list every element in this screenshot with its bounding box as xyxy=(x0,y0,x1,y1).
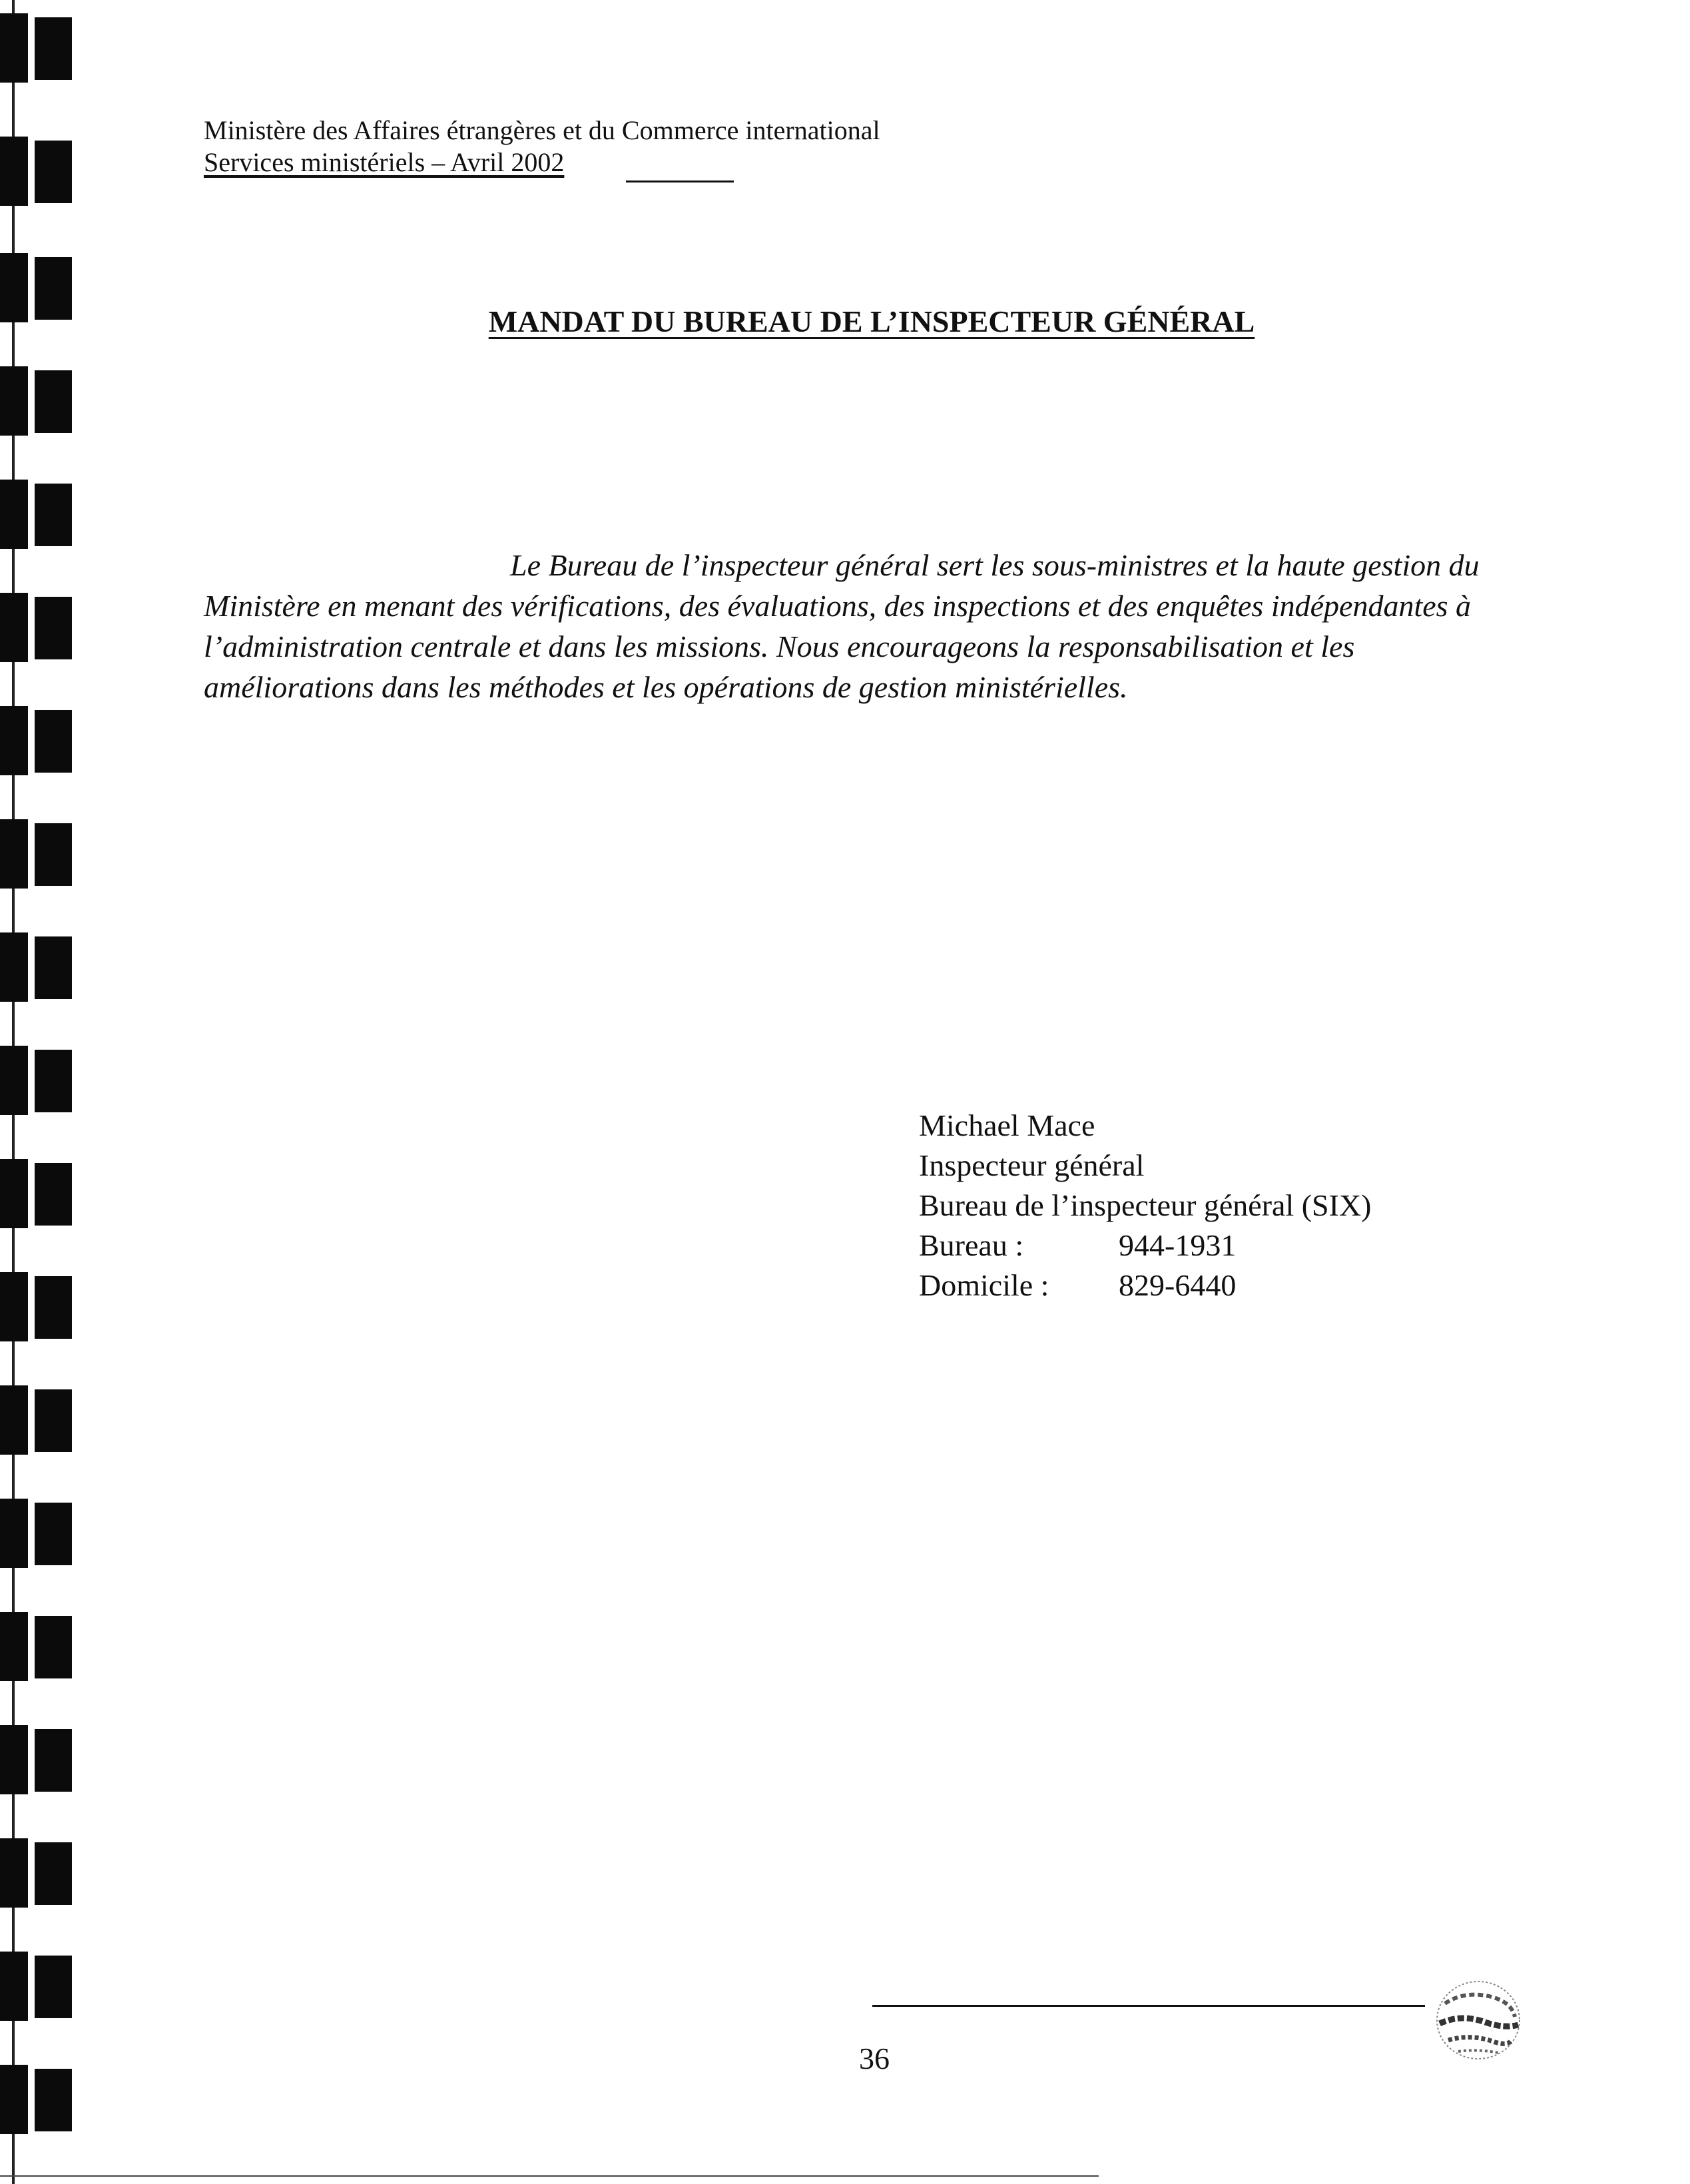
contact-block xyxy=(919,1106,1372,1305)
home-phone: 829-6440 xyxy=(1119,1268,1237,1302)
binding-coil xyxy=(0,1159,80,1228)
binding-coil xyxy=(0,366,80,436)
bureau-phone: 944-1931 xyxy=(1119,1228,1237,1262)
header-rule xyxy=(626,181,734,182)
bottom-edge-rule xyxy=(0,2175,1099,2177)
contact-home-row xyxy=(919,1266,1372,1305)
binding-coil xyxy=(0,706,80,775)
contact-name: Michael Mace xyxy=(919,1108,1095,1142)
services-date: Services ministériels – Avril 2002 xyxy=(204,147,565,177)
binding-coil xyxy=(0,2065,80,2134)
binding-coil xyxy=(0,137,80,206)
binding-coil xyxy=(0,1725,80,1794)
binding-coil xyxy=(0,1272,80,1341)
binding-coil xyxy=(0,1952,80,2021)
binding-coil xyxy=(0,1046,80,1115)
mandate-paragraph: Le Bureau de l’inspecteur général sert les sous-ministres et la haute gestion du Ministère en menant des vérifications, des évaluations, des inspections et des enquêtes indépendantes à l’administration centrale et dans les missions. Nous encourageons la responsabilisation et les améliorations dans les méthodes et les opérations de gestion ministérielles. xyxy=(204,548,1480,704)
page-number: 36 xyxy=(859,2041,890,2075)
contact-role: Inspecteur général xyxy=(919,1148,1145,1182)
binding-coil xyxy=(0,1838,80,1908)
document-header xyxy=(204,115,880,179)
bureau-label: Bureau : xyxy=(919,1228,1024,1262)
binding-coil xyxy=(0,932,80,1002)
binding-coil xyxy=(0,593,80,662)
binding-coil xyxy=(0,819,80,889)
ministry-name: Ministère des Affaires étrangères et du Commerce international xyxy=(204,115,880,145)
page-title-text: MANDAT DU BUREAU DE L’INSPECTEUR GÉNÉRAL xyxy=(488,304,1255,338)
footer-rule xyxy=(872,2005,1425,2007)
page-title xyxy=(0,304,1690,339)
binding-coil xyxy=(0,1385,80,1455)
binding-coil xyxy=(0,1612,80,1681)
contact-bureau-row xyxy=(919,1226,1372,1266)
globe-emblem-icon xyxy=(1432,1977,1525,2063)
binding-coil xyxy=(0,13,80,83)
binding-coil xyxy=(0,1499,80,1568)
contact-office: Bureau de l’inspecteur général (SIX) xyxy=(919,1188,1372,1222)
home-label: Domicile : xyxy=(919,1268,1049,1302)
binding-coil xyxy=(0,480,80,549)
